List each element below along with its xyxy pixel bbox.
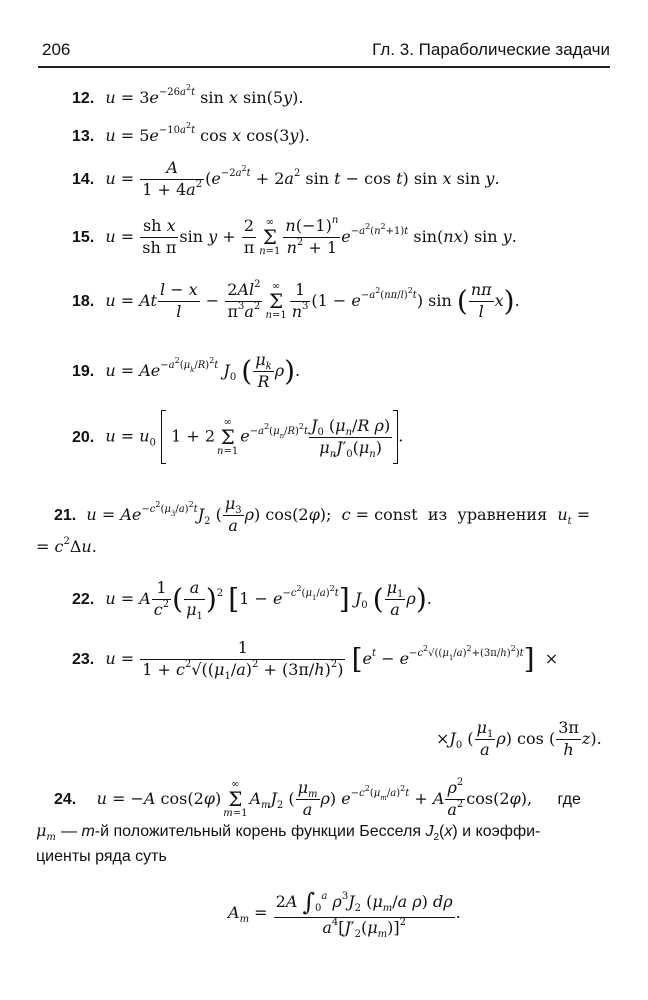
- paragraph-21: 21. $u = Ae^{-c^2(\mu_3/a)^2t}J_2$ ( $\frac{\mu_3}{a}$ ρ) cos(2φ); c = const из уравнения $u_t$ = = $c^2\Delta u$.: [36, 494, 591, 556]
- coefficient-formula: $A_m$ = $\frac{2A \int_0^a \rho^3J_2 (\mu_m/a \rho) d\rho}{a^4[J'_2(\mu_m)]^2}$ .: [228, 888, 461, 941]
- page-number: 206: [42, 40, 71, 59]
- equation-12: 12. $u = 3e^{-26a^2t}$ sin x sin(5y).: [72, 83, 304, 107]
- chapter-title: Гл. 3. Параболические задачи: [372, 40, 610, 59]
- equation-22: 22. u = A $\frac{1}{c^2}$ ( $\frac{a}{\mu_1}$ )$^2$ $[1 - e^{-c^2(\mu_1/a)^2t}]$ $J_0$ ( $\frac{\mu_1}{a}$ ρ).: [72, 578, 432, 622]
- equation-19: 19. $u = Ae^{-a^2(\mu_k/R)^2t}$ $J_0$ ( $\frac{\mu_k}{R}$ ρ).: [72, 350, 301, 391]
- equation-18: 18. u = At $\frac{l - x}{l}$ − $\frac{2Al^2}{\pi^3a^2}$ ∞ Σ n=1 $\frac{1}{n^3}$ $(1 - e^{-a^2(n\pi/l)^2t})$ sin ( $\frac{n\pi}{l}$ x).: [72, 279, 520, 322]
- equation-14: 14. u = $\frac{A}{1 + 4a^2}$ ($e^{-2a^2t} + 2a^2$ sin t − cos t) sin x sin y.: [72, 158, 500, 199]
- equation-20: 20. $u = u_0$ 1 + 2∞ Σ $n=1e^{-a^2(\mu_n/R)^2t}$ $J_0$ ($\mu_n/R$ ρ) $\mu_nJ'_0(\mu_n)$ .: [72, 410, 403, 464]
- equation-23: 23. u = $\frac{1}{1 + c^2√((\mu_1/a)^2 + (3\pi/h)^2)}$ $[e^t - e^{-c^2√((\mu_1/a)^2+(3\pi/h)^2)t}]$ ×: [72, 638, 559, 682]
- running-header: [38, 40, 610, 64]
- header-rule: [38, 66, 610, 68]
- paragraph-24: 24. u = −A cos(2φ)∞ Σ $m=1A_mJ_2$ ( $\frac{\mu_m}{a}$ ρ) $e^{-c^2(\mu_m/a)^2t} + A$ $\frac{\rho^2}{a^2}$ cos(2φ), где $\mu_m$ — m-й положительный корень функции Бесселя $J_2(x)$ и коэффи- циенты ряда суть: [36, 777, 581, 865]
- equation-23-continuation: $\times J_0$ ( $\frac{\mu_1}{a}$ ρ) cos ( $\frac{3\pi}{h}$ z).: [436, 718, 602, 759]
- equation-13: 13. $u = 5e^{-10a^2t}$ cos x cos(3y).: [72, 121, 310, 145]
- equation-15: 15. u = $\frac{\text{sh x}}{\text{sh π}}$ sin y + $\frac{2}{\pi}$ ∞ Σ n=1 $\frac{n(-1)^n}{n^2 + 1}$ $e^{-a^2(n^2+1)t}$ sin(nx) sin y.: [72, 215, 517, 258]
